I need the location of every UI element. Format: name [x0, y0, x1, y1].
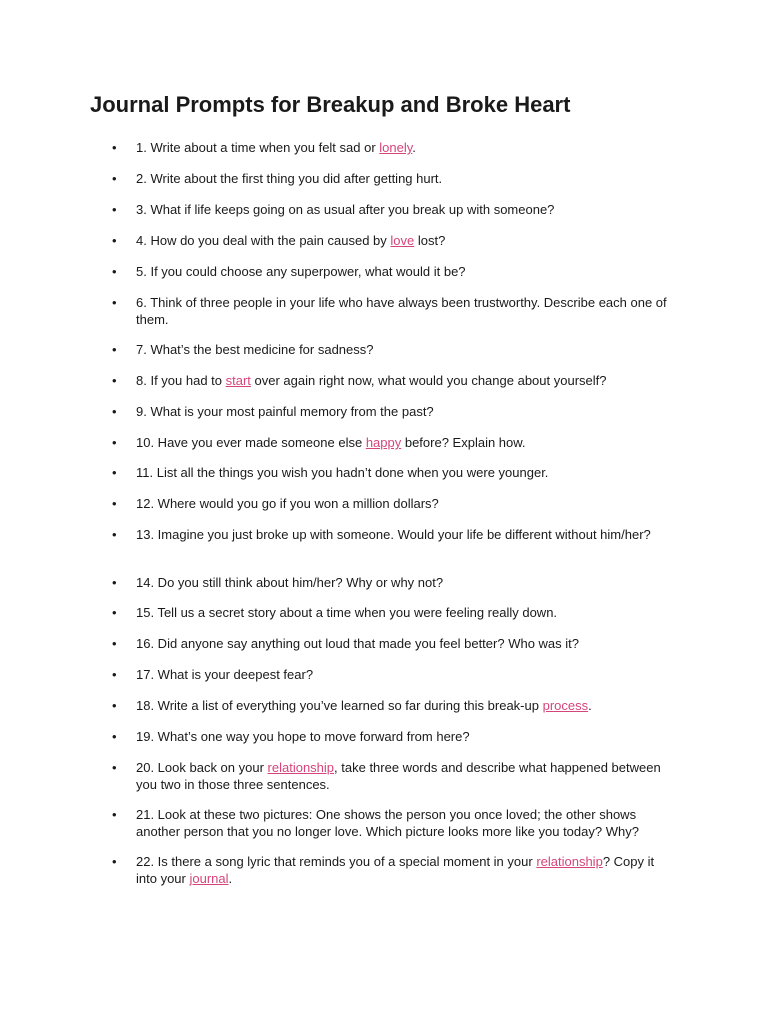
link-journal[interactable]: journal	[189, 871, 229, 886]
list-item	[112, 139, 668, 156]
list-item	[112, 635, 668, 652]
bullet-icon: •	[112, 465, 117, 480]
list-item	[112, 263, 668, 280]
prompt-text-segment: 17. What is your deepest fear?	[136, 667, 314, 682]
prompt-text-segment: 5. If you could choose any superpower, what would it be?	[136, 264, 466, 279]
bullet-icon: •	[112, 171, 117, 186]
prompt-text-segment: 6. Think of three people in your life who have always been trustworthy. Describe each one of them.	[136, 295, 667, 327]
list-item	[112, 853, 668, 887]
list-item	[112, 526, 668, 543]
bullet-icon: •	[112, 264, 117, 279]
prompt-text-segment: 22. Is there a song lyric that reminds you of a special moment in your	[136, 854, 537, 869]
list-item	[112, 697, 668, 714]
list-item	[112, 604, 668, 621]
prompt-text-segment: 10. Have you ever made someone else	[136, 435, 366, 450]
list-item	[112, 574, 668, 591]
link-happy[interactable]: happy	[365, 435, 402, 450]
bullet-icon: •	[112, 575, 117, 590]
link-love[interactable]: love	[390, 233, 415, 248]
prompt-text-segment: 3. What if life keeps going on as usual after you break up with someone?	[136, 202, 555, 217]
link-lonely[interactable]: lonely	[379, 140, 413, 155]
bullet-icon: •	[112, 698, 117, 713]
bullet-icon: •	[112, 667, 117, 682]
prompt-text-segment: 11. List all the things you wish you hadn’t done when you were younger.	[136, 465, 549, 480]
bullet-icon: •	[112, 527, 117, 542]
prompt-text	[136, 170, 668, 187]
list-item	[112, 666, 668, 683]
prompt-text-segment: 20. Look back on your	[136, 760, 268, 775]
list-item	[112, 759, 668, 793]
list-item	[112, 434, 668, 451]
prompt-text-segment: 16. Did anyone say anything out loud that made you feel better? Who was it?	[136, 636, 579, 651]
prompt-text-segment: ? Copy it into your	[136, 854, 655, 886]
bullet-icon: •	[112, 496, 117, 511]
prompt-text-segment: 1. Write about a time when you felt sad or	[136, 140, 380, 155]
prompt-text-segment: 19. What’s one way you hope to move forward from here?	[136, 729, 470, 744]
list-item	[112, 495, 668, 512]
bullet-icon: •	[112, 140, 117, 155]
prompt-text-segment: 9. What is your most painful memory from the past?	[136, 404, 434, 419]
prompt-text-segment: 18. Write a list of everything you’ve learned so far during this break-up	[136, 698, 543, 713]
prompt-text-segment: before? Explain how.	[401, 435, 526, 450]
prompt-text	[136, 263, 668, 280]
prompt-text	[136, 728, 668, 745]
link-relationship[interactable]: relationship	[267, 760, 335, 775]
prompt-text-segment: lost?	[414, 233, 446, 248]
list-item	[112, 201, 668, 218]
bullet-icon: •	[112, 760, 117, 775]
prompt-text-segment: 2. Write about the first thing you did after getting hurt.	[136, 171, 443, 186]
bullet-icon: •	[112, 605, 117, 620]
prompt-text	[136, 635, 668, 652]
prompt-text	[136, 697, 668, 714]
prompt-text	[136, 495, 668, 512]
link-start[interactable]: start	[225, 373, 251, 388]
prompt-text-segment: .	[588, 698, 592, 713]
list-item	[112, 403, 668, 420]
prompt-text-segment: 8. If you had to	[136, 373, 226, 388]
prompt-text	[136, 232, 668, 249]
list-item	[112, 294, 668, 328]
list-item	[112, 170, 668, 187]
prompt-text	[136, 853, 668, 887]
bullet-icon: •	[112, 729, 117, 744]
prompt-text-segment: 14. Do you still think about him/her? Why or why not?	[136, 575, 444, 590]
bullet-icon: •	[112, 636, 117, 651]
prompt-text	[136, 403, 668, 420]
link-relationship[interactable]: relationship	[536, 854, 603, 869]
prompt-text	[136, 526, 668, 543]
prompt-text-segment: .	[228, 871, 233, 886]
prompt-text	[136, 341, 668, 358]
prompt-text	[136, 294, 668, 328]
list-item	[112, 372, 668, 389]
list-item	[112, 464, 668, 481]
prompt-text-segment: 7. What’s the best medicine for sadness?	[136, 342, 374, 357]
bullet-icon: •	[112, 233, 117, 248]
prompt-text	[136, 464, 668, 481]
prompt-text-segment: 13. Imagine you just broke up with someone. Would your life be different without him/her?	[136, 527, 651, 542]
prompt-text-segment: .	[412, 140, 416, 155]
prompt-text	[136, 201, 668, 218]
list-item	[112, 232, 668, 249]
prompt-text	[136, 574, 668, 591]
link-process[interactable]: process	[542, 698, 589, 713]
list-item	[112, 341, 668, 358]
prompt-text	[136, 759, 668, 793]
bullet-icon: •	[112, 404, 117, 419]
list-item	[112, 806, 668, 840]
prompt-text-segment: , take three words and describe what happened between you two in those three sentences.	[136, 760, 661, 792]
bullet-icon: •	[112, 202, 117, 217]
prompt-text	[136, 666, 668, 683]
bullet-icon: •	[112, 854, 117, 869]
prompt-text-segment: 15. Tell us a secret story about a time when you were feeling really down.	[136, 605, 558, 620]
prompt-text	[136, 604, 668, 621]
list-item	[112, 728, 668, 745]
bullet-icon: •	[112, 373, 117, 388]
prompt-text	[136, 372, 668, 389]
bullet-icon: •	[112, 435, 117, 450]
prompt-text	[136, 139, 668, 156]
bullet-icon: •	[112, 295, 117, 310]
prompt-text-segment: 4. How do you deal with the pain caused by	[136, 233, 391, 248]
prompt-text	[136, 434, 668, 451]
prompt-text	[136, 806, 668, 840]
prompt-text-segment: 12. Where would you go if you won a million dollars?	[136, 496, 439, 511]
bullet-icon: •	[112, 807, 117, 822]
prompt-text-segment: over again right now, what would you change about yourself?	[250, 373, 607, 388]
bullet-icon: •	[112, 342, 117, 357]
page-title: Journal Prompts for Breakup and Broke Heart	[90, 92, 571, 117]
prompt-text-segment: 21. Look at these two pictures: One shows the person you once loved; the other shows another person that you no longer love. Which picture looks more like you today? Why?	[136, 807, 639, 839]
